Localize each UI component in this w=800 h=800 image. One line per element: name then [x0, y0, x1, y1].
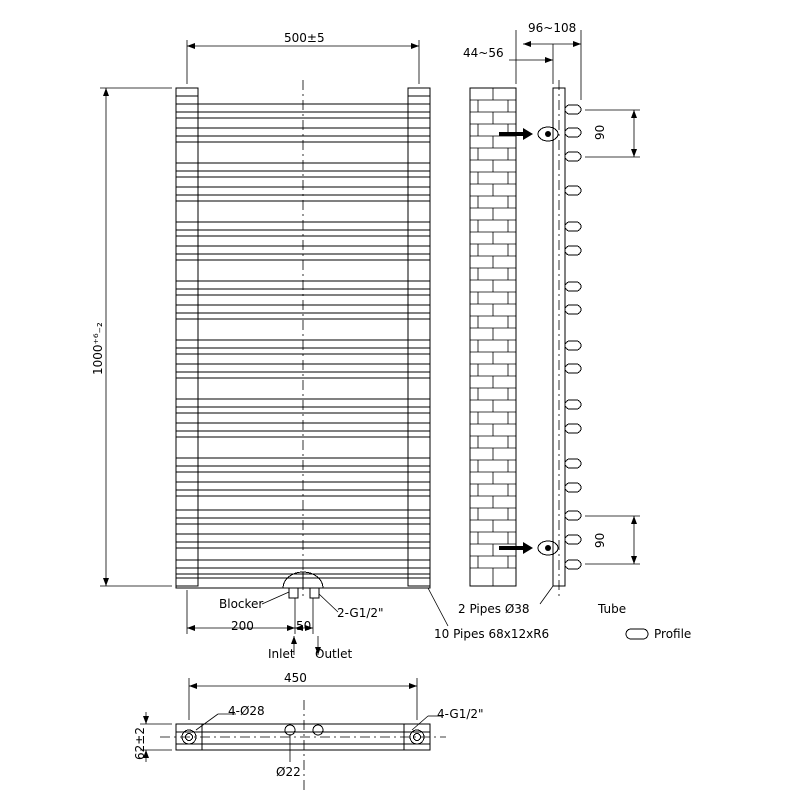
dim-50-label: 50: [296, 619, 312, 633]
blocker-label: Blocker: [219, 597, 264, 611]
plan-height-label: 62±2: [133, 727, 147, 760]
pipes-10-label: 10 Pipes 68x12xR6: [434, 627, 550, 641]
tube-label: Tube: [598, 602, 627, 616]
front-width-dimension-label: 500±5: [284, 31, 325, 45]
inlet-label: Inlet: [268, 647, 295, 661]
connection-thread-label: 2-G1/2": [337, 606, 384, 620]
side-total-depth-label: 96~108: [528, 21, 577, 35]
outlet-label: Outlet: [315, 647, 353, 661]
profile-label: Profile: [654, 627, 692, 641]
plan-hole-label: 4-Ø28: [228, 704, 265, 718]
plan-width-label: 450: [284, 671, 307, 685]
dim-200-label: 200: [231, 619, 254, 633]
side-top-spacing-label: 90: [593, 124, 607, 140]
side-view-geometry: [470, 80, 581, 598]
plan-center-hole-label: Ø22: [276, 765, 301, 779]
front-height-dimension-label: 1000⁺⁶₋₂: [91, 322, 105, 375]
plan-thread-label: 4-G1/2": [437, 707, 484, 721]
pipes-2-label: 2 Pipes Ø38: [458, 602, 530, 616]
side-bottom-spacing-label: 90: [593, 532, 607, 548]
front-view-geometry: [176, 80, 430, 600]
side-wall-depth-label: 44~56: [463, 46, 504, 60]
